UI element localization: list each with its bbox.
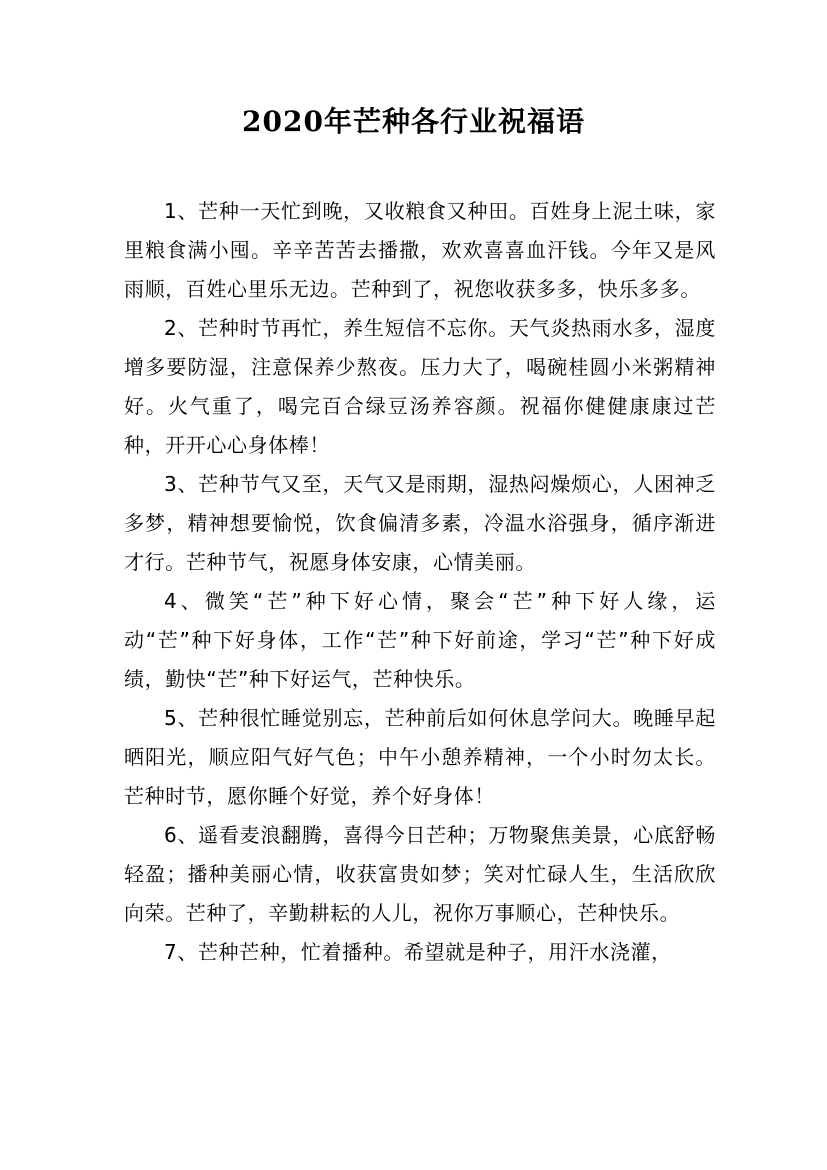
paragraph-5: 5、芒种很忙睡觉别忘，芒种前后如何休息学问大。晚睡早起晒阳光，顺应阳气好气色；中午小憩养精神，一个小时勿太长。芒种时节，愿你睡个好觉，养个好身体！ xyxy=(124,706,716,808)
paragraph-1: 1、芒种一天忙到晚，又收粮食又种田。百姓身上泥土味，家里粮食满小囤。辛辛苦苦去播撒，欢欢喜喜血汗钱。今年又是风雨顺，百姓心里乐无边。芒种到了，祝您收获多多，快乐多多。 xyxy=(124,199,716,301)
paragraph-7: 7、芒种芒种，忙着播种。希望就是种子，用汗水浇灌， xyxy=(164,940,672,964)
document-body xyxy=(124,192,716,972)
document-title: 2020年芒种各行业祝福语 xyxy=(242,105,585,138)
paragraph-4: 4、微笑“芒”种下好心情，聚会“芒”种下好人缘，运动“芒”种下好身体，工作“芒”种下好前途，学习“芒”种下好成绩，勤快“芒”种下好运气，芒种快乐。 xyxy=(124,589,716,691)
paragraph-3: 3、芒种节气又至，天气又是雨期，湿热闷燥烦心，人困神乏多梦，精神想要愉悦，饮食偏清多素，冷温水浴强身，循序渐进才行。芒种节气，祝愿身体安康，心情美丽。 xyxy=(124,472,716,574)
paragraph-2: 2、芒种时节再忙，养生短信不忘你。天气炎热雨水多，湿度增多要防湿，注意保养少熬夜。压力大了，喝碗桂圆小米粥精神好。火气重了，喝完百合绿豆汤养容颜。祝福你健健康康过芒种，开开心心身体棒！ xyxy=(124,316,716,457)
paragraph-6: 6、遥看麦浪翻腾，喜得今日芒种；万物聚焦美景，心底舒畅轻盈；播种美丽心情，收获富贵如梦；笑对忙碌人生，生活欣欣向荣。芒种了，辛勤耕耘的人儿，祝你万事顺心，芒种快乐。 xyxy=(124,823,716,925)
